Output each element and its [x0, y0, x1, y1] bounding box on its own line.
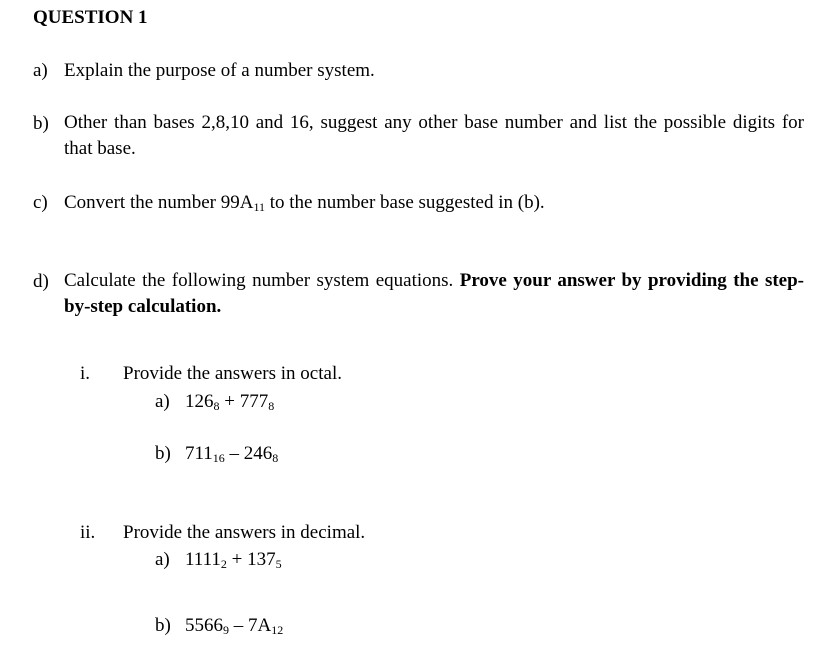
eq-operator: + [226, 549, 248, 570]
part-i-text: Provide the answers in octal. [123, 363, 342, 384]
question-d-text-plain: Calculate the following number system equations. [64, 270, 460, 291]
eq-base: 5 [275, 557, 282, 571]
part-ii-eq-a [185, 549, 282, 572]
part-ii-eq-a-label: a) [155, 549, 170, 570]
part-ii-label: ii. [80, 522, 96, 543]
question-c-label: c) [33, 192, 48, 213]
question-a-text: Explain the purpose of a number system. [64, 60, 375, 81]
eq-operator: – [224, 443, 244, 464]
question-a-label: a) [33, 60, 48, 81]
eq-base: 8 [272, 451, 279, 465]
page-title: QUESTION 1 [33, 7, 148, 28]
eq-term: 7A [248, 615, 272, 636]
question-c-text-post: to the number base suggested in (b). [265, 192, 545, 213]
question-c-subscript: 11 [253, 200, 265, 214]
eq-operator: – [229, 615, 248, 636]
eq-term: 126 [185, 391, 214, 412]
eq-term: 777 [239, 391, 269, 412]
question-d-text [64, 268, 804, 320]
part-i-label: i. [80, 363, 91, 384]
question-c-text-pre: Convert the number 99A [64, 192, 254, 213]
eq-base: 12 [271, 623, 284, 637]
eq-base: 16 [212, 451, 225, 465]
part-i-eq-a [185, 391, 274, 414]
eq-term: 5566 [185, 615, 223, 636]
eq-operator: + [219, 391, 240, 412]
eq-base: 2 [220, 557, 227, 571]
eq-term: 137 [247, 549, 276, 570]
part-ii-eq-b-label: b) [155, 615, 171, 636]
part-i-eq-a-label: a) [155, 391, 170, 412]
part-ii-eq-b [185, 615, 283, 638]
question-d-text-bold: Prove your answer by providing the step-by-step calculation. [64, 270, 804, 317]
part-ii-text: Provide the answers in decimal. [123, 522, 366, 543]
eq-base: 8 [213, 399, 220, 413]
question-d-label: d) [33, 271, 49, 292]
part-i-eq-b [185, 443, 278, 466]
eq-base: 8 [268, 399, 275, 413]
eq-term: 1111 [185, 549, 221, 570]
question-b-label: b) [33, 113, 49, 134]
eq-base: 9 [223, 623, 229, 637]
question-c-text [64, 192, 545, 215]
question-b-text: Other than bases 2,8,10 and 16, suggest any other base number and list the possible digits for that base. [64, 112, 804, 159]
eq-term: 246 [243, 443, 273, 464]
eq-term: 711 [185, 443, 213, 464]
part-i-eq-b-label: b) [155, 443, 171, 464]
